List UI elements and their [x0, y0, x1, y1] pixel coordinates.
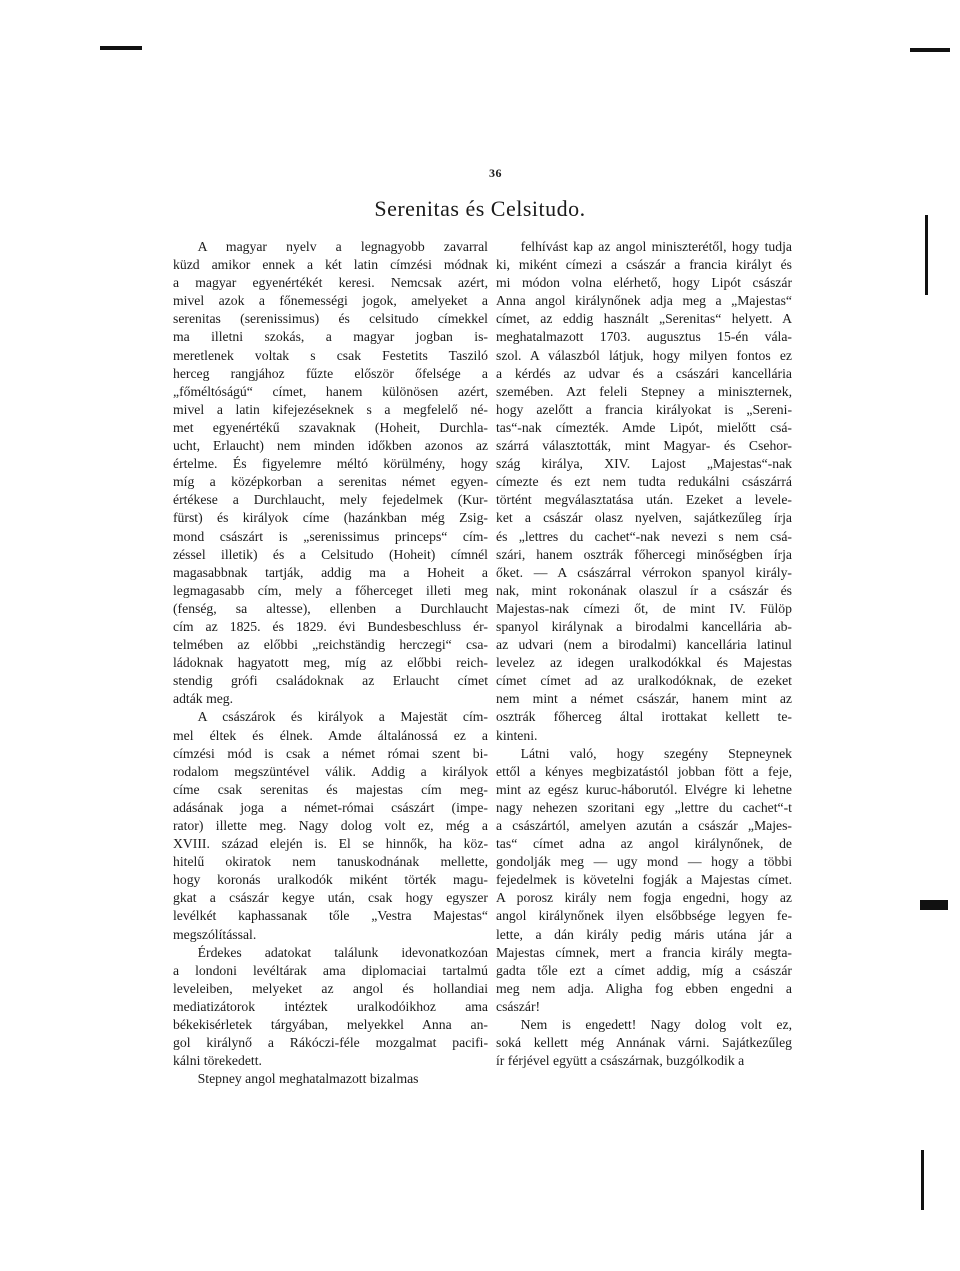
text-line: míg a középkorban a serenitas német egyen- — [173, 474, 488, 490]
text-line: az udvari (nem a birodalmi) kancellária latinul — [496, 637, 792, 653]
text-line: őket. — A császárral vérrokon spanyol király- — [496, 564, 792, 580]
left-column — [173, 238, 488, 1088]
text-line: adták meg. — [173, 691, 234, 707]
text-line: nem mint a német császár, hanem mint az — [496, 691, 792, 707]
text-line: mivel azok a főnemességi jogok, amelyeket a — [173, 293, 488, 309]
text-line: „főméltóságú“ címet, hanem különösen azért, — [173, 383, 488, 399]
text-line: Érdekes adatokat találunk idevonatkozóan — [197, 944, 488, 960]
text-line: és „lettres du cachet“-nak nevezi s nem csá- — [496, 528, 792, 544]
text-line: fejedelmek is követelni fogják a Majestas címet. — [496, 872, 792, 888]
text-line: levélkét kaphassanak tőle „Vestra Majestas“ — [173, 908, 488, 924]
text-line: lette, a dán király pedig máris utána jár a — [496, 926, 792, 942]
text-line: szág királya, XIV. Lajost „Majestas“-nak — [496, 456, 792, 472]
text-line: stendig grófi családoknak az Erlaucht címet — [173, 673, 488, 689]
text-line: szol. A válaszból látjuk, hogy milyen fontos ez — [496, 347, 792, 363]
text-line: a kérdés az udvar és a császári kancellária — [496, 365, 792, 381]
text-line: szári, hanem osztrák főhercegi minőségben írja — [496, 546, 792, 562]
text-line: a londoni levéltárak ama diplomaciai tartalmú — [173, 962, 488, 978]
text-line: Nem is engedett! Nagy dolog volt ez, — [520, 1017, 792, 1033]
text-line: ír férjével együtt a császárnak, buzgólkodik a — [496, 1053, 745, 1069]
text-line: gadta tőle ezt a címet addig, míg a császár — [496, 962, 792, 978]
text-line: címezte és ezt nem tudta redukálni császárrá — [496, 474, 792, 490]
text-line: Majestas címnek, mert a francia király megta- — [496, 944, 792, 960]
text-line: ládoknak hagyatott meg, míg az előbbi reich- — [173, 655, 488, 671]
paragraph — [173, 238, 488, 708]
text-line: meretlenek voltak s csak Festetits Tasziló — [173, 347, 488, 363]
text-line: gkat a császár kegye után, csak hogy egyszer — [173, 890, 488, 906]
text-line: rator) illette meg. Nagy dolog volt ez, még a — [173, 818, 488, 833]
article-title: Serenitas és Celsitudo. — [374, 196, 586, 221]
text-line: címet, az eddig használt „Serenitas“ helyett. A — [496, 311, 792, 327]
text-line: Látni való, hogy szegény Stepneynek — [520, 745, 792, 761]
text-line: meghatalmazott 1703. augusztus 15-én vála- — [496, 329, 792, 345]
text-line: A porosz király nem fogja engedni, hogy az — [496, 890, 792, 906]
paragraph — [173, 944, 488, 1071]
text-line: gondolják meg — ugy mond — hogy a többi — [496, 854, 792, 870]
text-line: herceg rangjához fűzte először őfelsége a — [173, 365, 488, 381]
scan-mark-right-edge-3 — [921, 1150, 924, 1210]
text-line: mint az egész kuruc-háborutól. Elvégre ki lehetne — [496, 781, 792, 797]
text-line: császár! — [496, 998, 541, 1014]
text-line: adásának joga a német-római császárt (impe- — [173, 799, 488, 815]
text-line: küzd amikor ennek a két latin címzési módnak — [173, 257, 488, 273]
scan-mark-top-right — [910, 48, 950, 52]
text-line: mediatizátorok intéztek uralkodóikhoz ama — [173, 998, 488, 1014]
paragraph — [173, 708, 488, 943]
scan-mark-right-edge — [925, 215, 928, 295]
text-line: ket a császár olasz nyelven, sajátkezűleg írja — [496, 510, 792, 526]
scan-mark-right-edge-2 — [920, 900, 948, 910]
text-line: kinteni. — [496, 727, 538, 743]
text-line: ki, miként címezi a császár a francia királyt és — [496, 257, 792, 273]
text-line: a magyar egyenértékét keresi. Nemcsak azért, — [173, 275, 488, 291]
text-line: szemében. Azt feleli Stepney a miniszternek, — [496, 383, 792, 399]
page-number: 36 — [489, 166, 502, 180]
text-line: kálni törekedett. — [173, 1053, 262, 1069]
text-line: legmagasabb cím, mely a főherceget illeti meg — [173, 582, 488, 598]
text-line: met egyenértékű szavaknak (Hoheit, Durchla- — [173, 419, 488, 435]
text-line: angol királynőnek ilyen elsőbbsége legyen fe- — [496, 908, 792, 924]
text-line: értékese a Durchlaucht, mely fejedelmek (Kur- — [173, 492, 488, 508]
text-line: nak, mint rokonának olaszul ír a császár és — [496, 582, 792, 598]
text-line: tas“-nak címezték. Amde Lipót, mielőtt csá- — [496, 419, 792, 435]
text-line: magasabbnak tartják, addig ma a Hoheit a — [173, 564, 488, 580]
text-line: cím az 1825. és 1829. évi Bundesbeschluss ér- — [173, 618, 488, 634]
paragraph — [496, 1016, 792, 1070]
text-line: Majestas-nak címezi őt, de mint IV. Fülöp — [496, 600, 792, 616]
text-line: címzési mód is csak a német római szent bi- — [173, 745, 488, 761]
right-column — [496, 238, 792, 1070]
text-line: a császártól, amelyen azután a császár „Majes- — [496, 818, 792, 833]
text-line: fürst) és királyok címe (hazánkban még Zsig- — [173, 510, 488, 526]
text-line: nagy nehezen szoritani egy „lettre du cachet“-t — [496, 799, 792, 815]
text-line: mel éltek és élnek. Amde általánossá ez a — [173, 727, 488, 743]
text-line: A császárok és királyok a Majestät cím- — [197, 709, 488, 725]
text-line: (fenség, sa altesse), ellenben a Durchlaucht — [173, 600, 488, 616]
text-line: osztrák főherceg által irottakat kellett te- — [496, 709, 792, 725]
text-line: levelez az idegen uralkodókkal és Majestas — [496, 655, 792, 671]
text-line: XVIII. század elején is. El se hinnők, ha köz- — [173, 836, 488, 852]
text-line: ma illetni szokás, a magyar jogban is- — [173, 329, 488, 345]
text-line: Anna angol királynőnek adja meg a „Majestas“ — [496, 293, 792, 309]
text-line: spanyol királynak a birodalmi kancellária ab- — [496, 618, 792, 634]
text-line: mond császárt is „serenissimus princeps“ cím- — [173, 528, 488, 544]
text-line: ettől a kényes megbizatástól jobban fött a feje, — [496, 763, 792, 779]
text-line: hitelű okiratok nem tanuskodnának mellette, — [173, 854, 488, 870]
text-line: történt megválasztatása után. Ezeket a levele- — [496, 492, 792, 508]
text-line: A magyar nyelv a legnagyobb zavarral — [197, 239, 488, 254]
text-line: békekisérletek tárgyában, melyekkel Anna an- — [173, 1017, 488, 1033]
paragraph — [496, 238, 792, 745]
text-line: meg nem adja. Aligha fog ebben engedni a — [496, 980, 792, 996]
text-line: megszólítással. — [173, 926, 257, 942]
text-line: gol királynő a Rákóczi-féle mozgalmat pacifi- — [173, 1035, 488, 1051]
text-line: rodalom megszüntével válik. Addig a királyok — [173, 763, 488, 779]
text-line: hogy koronás uralkodók miként törték magu- — [173, 872, 488, 888]
text-line: címe csak serenitas és majestas cím meg- — [173, 781, 488, 797]
text-line: telmében az előbbi „reichständig herczegi“ csa- — [173, 637, 488, 653]
text-line: felhívást kap az angol miniszterétől, hogy tudja — [520, 239, 792, 254]
text-line: hogy azelőtt a francia királyokat is „Sereni- — [496, 401, 792, 417]
text-line: zéssel illetik) és a Celsitudo (Hoheit) címnél — [173, 546, 488, 562]
text-line: értelme. És figyelemre méltó körülmény, hogy — [173, 456, 488, 472]
text-line: tas“ címet adna az angol királynőnek, de — [496, 836, 792, 852]
paragraph — [173, 1070, 488, 1088]
text-line: serenitas (serenissimus) és celsitudo címekkel — [173, 311, 488, 327]
text-line: leveleiben, melyeket az angol és hollandiai — [173, 980, 488, 996]
paragraph — [496, 745, 792, 1016]
text-line: szárrá választották, mint Magyar- és Csehor- — [496, 438, 792, 454]
scan-mark-top — [100, 46, 142, 50]
text-line: Stepney angol meghatalmazott bizalmas — [197, 1071, 419, 1087]
text-line: mi módon volna elérhető, hogy Lipót császár — [496, 275, 792, 291]
text-line: címet címet ad az uralkodóknak, de ezeket — [496, 673, 792, 689]
text-line: mivel a latin kifejezéseknek s a megfelelő né- — [173, 401, 488, 417]
text-line: ucht, Erlaucht) nem minden időkben azonos az — [173, 438, 488, 454]
text-line: soká kellett még Annának várni. Sajátkezűleg — [496, 1035, 792, 1051]
